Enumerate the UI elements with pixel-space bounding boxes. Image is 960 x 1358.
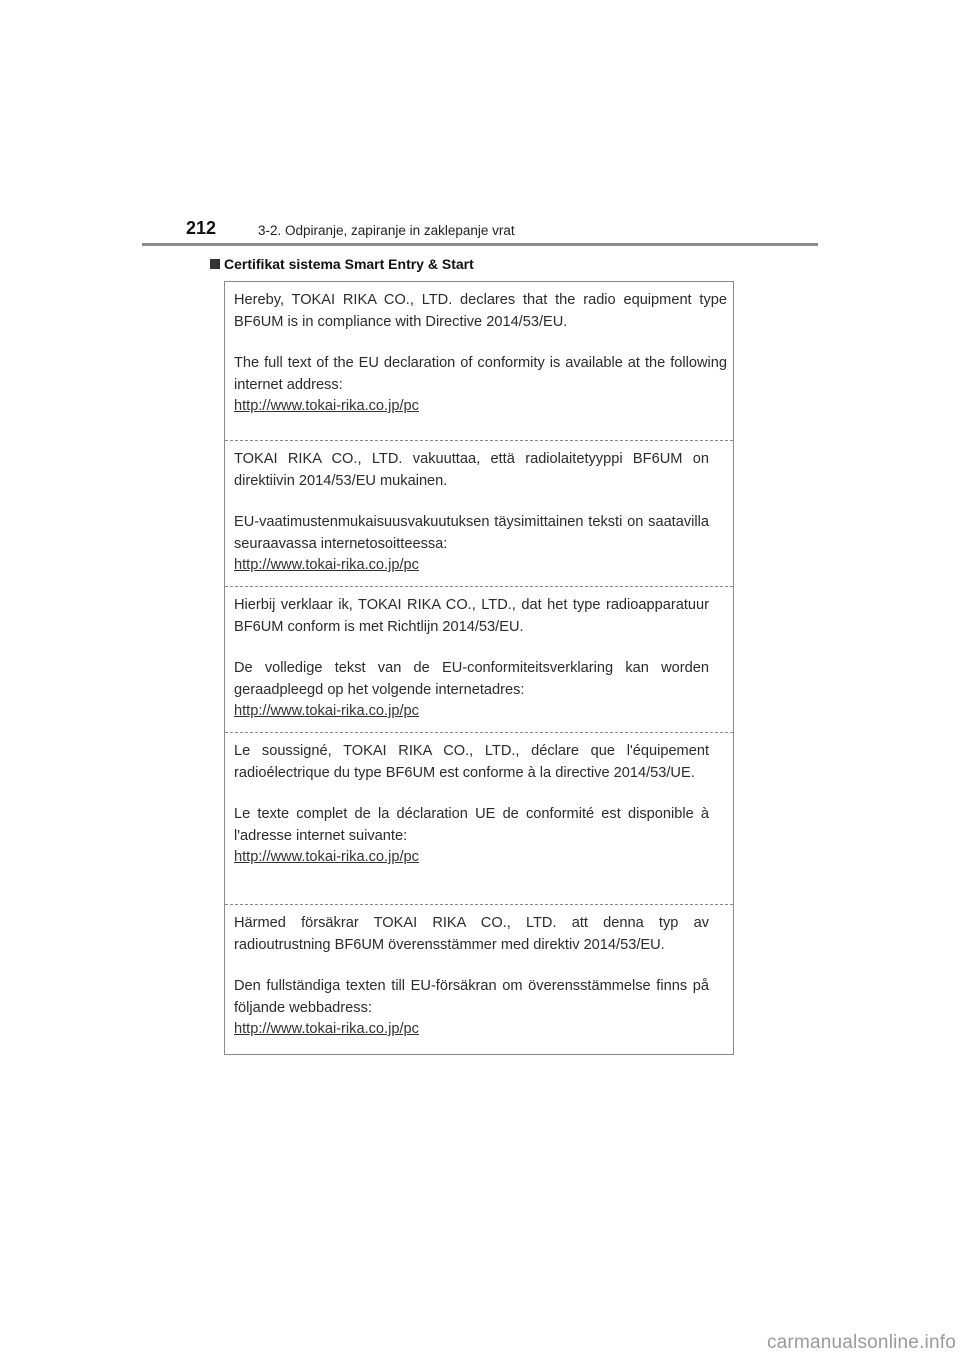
declaration-availability: EU-vaatimustenmukaisuusvakuutuksen täysimittainen teksti on saatavilla seuraavassa internetosoitteessa: bbox=[234, 514, 709, 552]
page-number: 212 bbox=[186, 218, 217, 238]
header-divider bbox=[142, 243, 818, 246]
declaration-link[interactable]: http://www.tokai-rika.co.jp/pc bbox=[234, 398, 419, 414]
declaration-statement: Le soussigné, TOKAI RIKA CO., LTD., déclare que l'équipement radioélectrique du type BF6UM est conforme à la directive 2014/53/UE. bbox=[234, 743, 709, 781]
declaration-statement: Härmed försäkrar TOKAI RIKA CO., LTD. att denna typ av radioutrustning BF6UM överensstämmer med direktiv 2014/53/EU. bbox=[234, 915, 709, 953]
square-bullet-icon bbox=[210, 259, 220, 269]
declaration-availability: The full text of the EU declaration of conformity is available at the following internet address: bbox=[234, 355, 727, 393]
certificate-block-english bbox=[225, 282, 733, 440]
declaration-link[interactable]: http://www.tokai-rika.co.jp/pc bbox=[234, 703, 419, 719]
declaration-link[interactable]: http://www.tokai-rika.co.jp/pc bbox=[234, 849, 419, 865]
certificate-block-swedish bbox=[225, 904, 733, 1054]
declaration-statement: TOKAI RIKA CO., LTD. vakuuttaa, että radiolaitetyyppi BF6UM on direktiivin 2014/53/EU mukainen. bbox=[234, 451, 709, 489]
declaration-availability: Le texte complet de la déclaration UE de conformité est disponible à l'adresse internet suivante: bbox=[234, 806, 709, 844]
section-title: Certifikat sistema Smart Entry & Start bbox=[224, 256, 474, 272]
watermark: carmanualsonline.info bbox=[766, 1332, 956, 1353]
section-heading bbox=[210, 256, 474, 272]
declaration-availability: De volledige tekst van de EU-conformiteitsverklaring kan worden geraadpleegd op het volgende internetadres: bbox=[234, 660, 709, 698]
declaration-statement: Hierbij verklaar ik, TOKAI RIKA CO., LTD., dat het type radioapparatuur BF6UM conform is met Richtlijn 2014/53/EU. bbox=[234, 597, 709, 635]
declaration-availability: Den fullständiga texten till EU-försäkran om överensstämmelse finns på följande webbadress: bbox=[234, 978, 709, 1016]
declaration-statement: Hereby, TOKAI RIKA CO., LTD. declares that the radio equipment type BF6UM is in compliance with Directive 2014/53/EU. bbox=[234, 292, 727, 330]
certificate-block-french bbox=[225, 732, 733, 904]
chapter-title: 3-2. Odpiranje, zapiranje in zaklepanje vrat bbox=[258, 223, 515, 238]
certificate-block-finnish bbox=[225, 440, 733, 586]
certificate-box bbox=[224, 281, 734, 1055]
certificate-block-dutch bbox=[225, 586, 733, 732]
declaration-link[interactable]: http://www.tokai-rika.co.jp/pc bbox=[234, 1021, 419, 1037]
declaration-link[interactable]: http://www.tokai-rika.co.jp/pc bbox=[234, 557, 419, 573]
